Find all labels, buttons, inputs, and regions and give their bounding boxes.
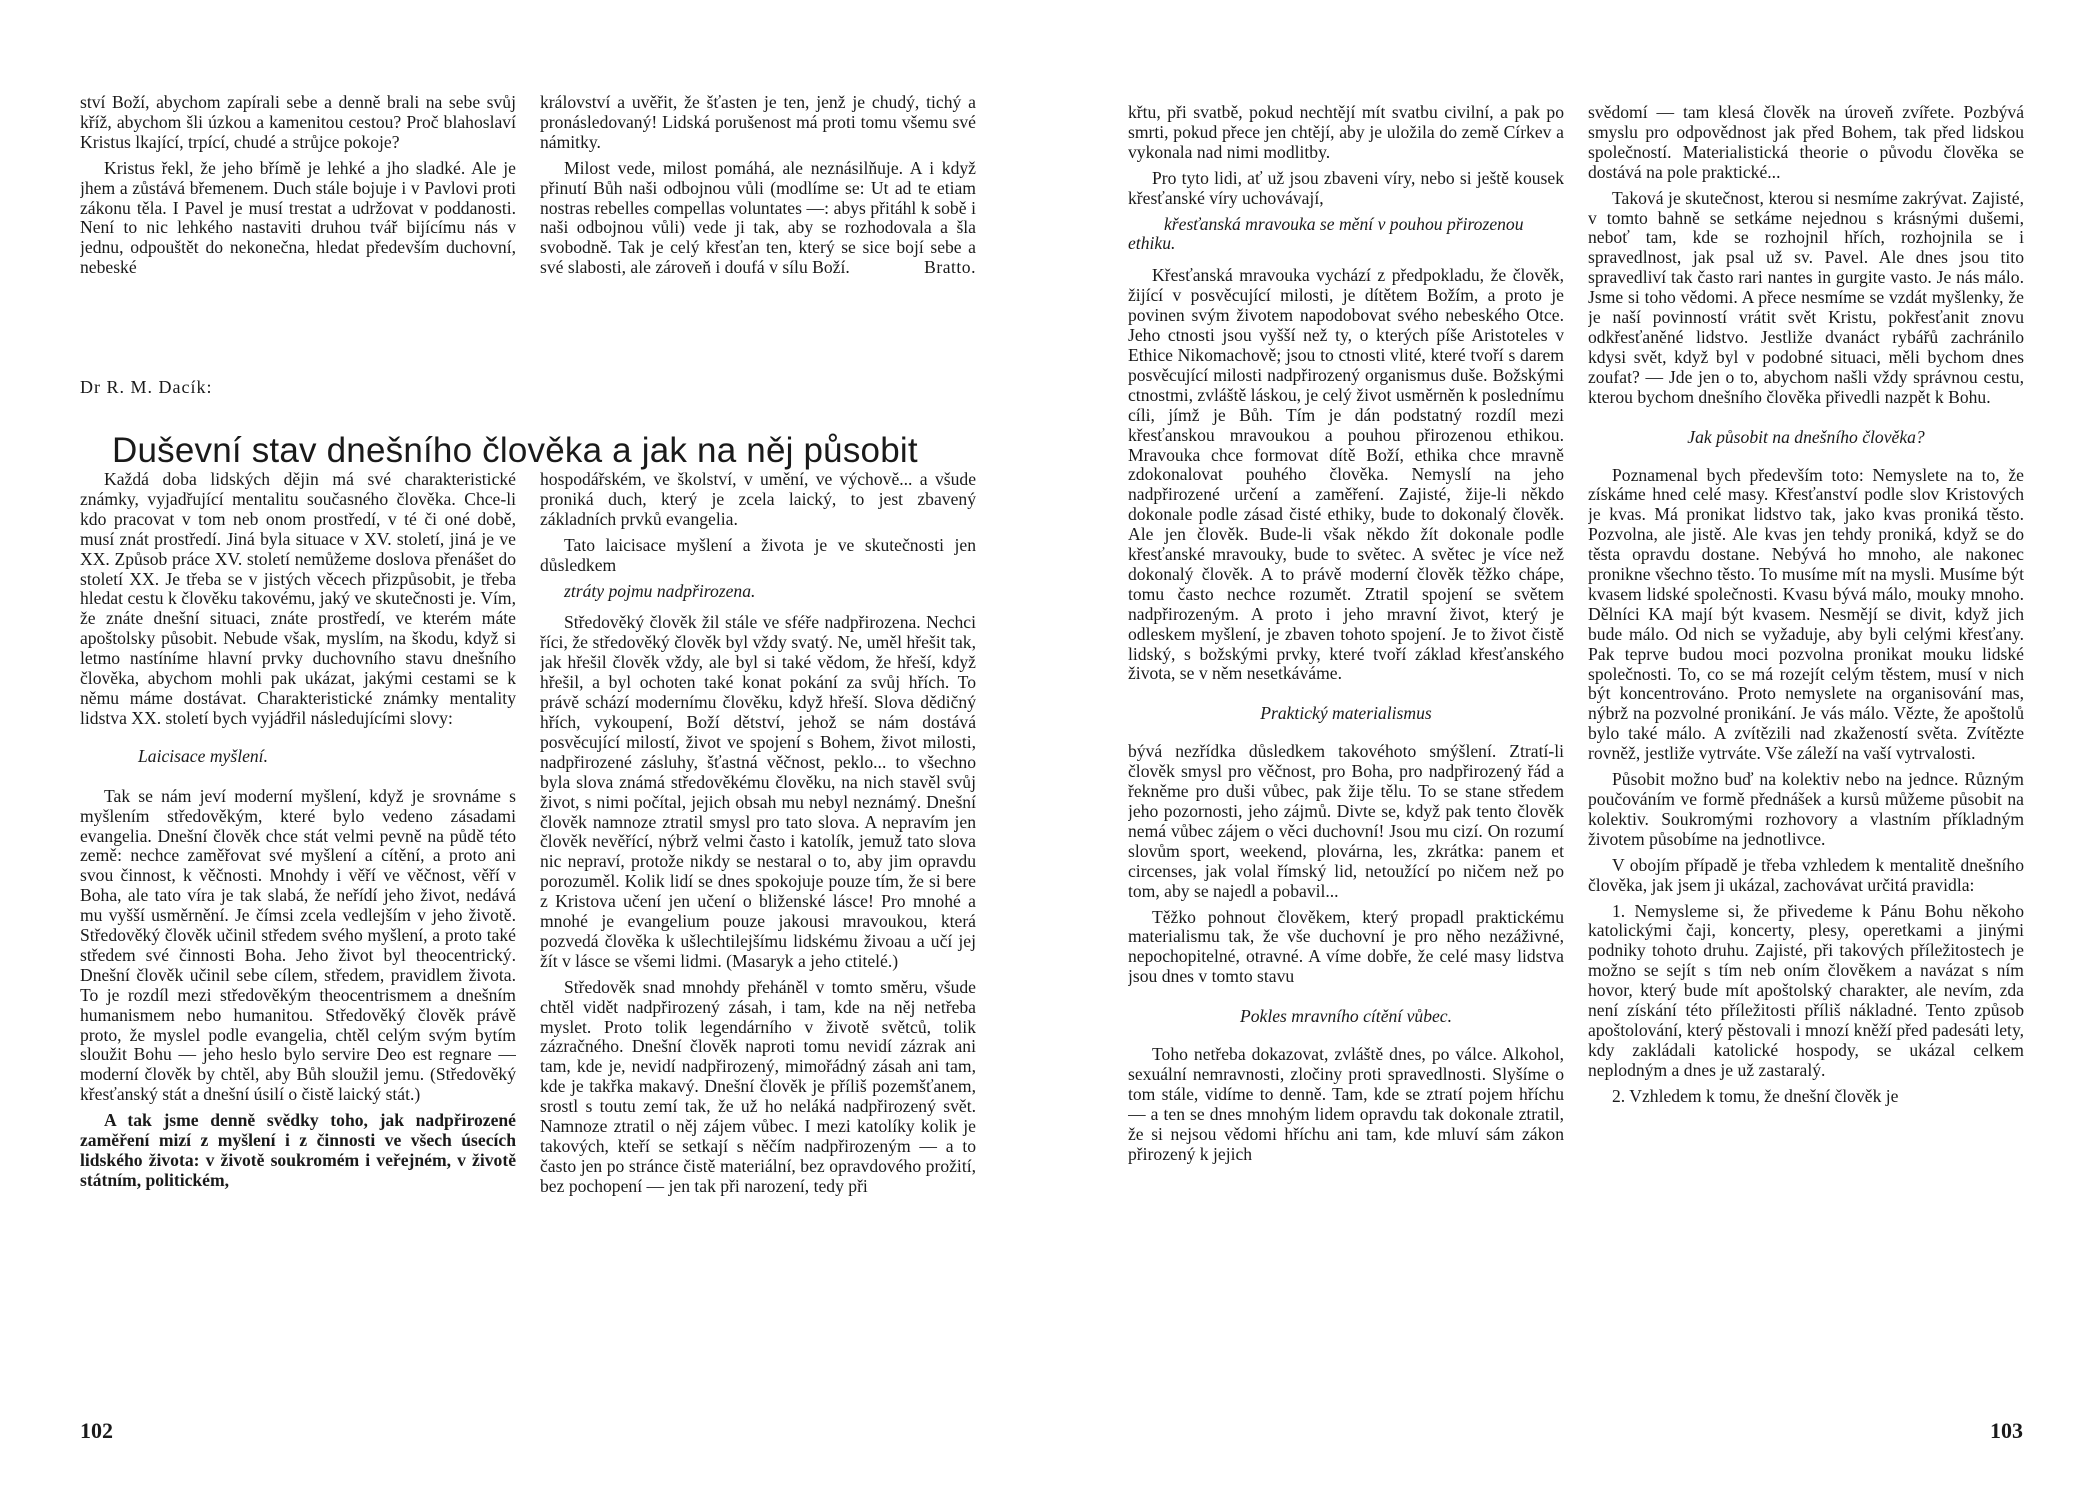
paragraph: bývá nezřídka důsledkem takovéhoto smýšlení. Ztratí-li člověk smysl pro věčnost, pro Boha, pro nadpřirozený řád a řekněme pro duši vůbec, pak žije tělu. To se stane středem jeho pozornosti, jeho zájmů. Divte se, když pak tento člověk nemá vůbec zájem o věci duchovní! Jsou mu cizí. On rozumí slovům sport, weekend, plovárna, les, zkrátka: panem et circenses, jak volal římský lid, netoužící po ničem než po tom, aby se najedl a pobavil... bbox=[1128, 741, 1564, 901]
paragraph bbox=[540, 159, 976, 278]
page-number-left: 102 bbox=[80, 1418, 113, 1443]
article-byline: Dr R. M. Dacík: bbox=[80, 377, 213, 397]
left-article-column-1 bbox=[80, 470, 516, 1392]
paragraph: 1. Nemysleme si, že přivedeme k Pánu Bohu někoho katolickými čaji, koncerty, plesy, operetkami a jinými podniky tohoto druhu. Zajisté, při takových příležitostech je možno se sejít s tím neb oním člověkem a navázat s ním hovor, který bude mít apoštolský charakter, ale nevím, zda není získání této příležitosti příliš nákladné. Tento způsob apoštolování, který pěstovali i mnozí kněží před padesáti lety, kdy zakládali katolické hospody, se ukázal celkem neplodným a dnes je už zastaralý. bbox=[1588, 900, 2024, 1080]
left-top-column-1 bbox=[80, 93, 516, 333]
section-heading: ztráty pojmu nadpřirozena. bbox=[564, 580, 756, 601]
paragraph: 2. Vzhledem k tomu, že dnešní člověk je bbox=[1612, 1085, 1899, 1106]
paragraph: Tak se nám jeví moderní myšlení, když je srovnáme s myšlením středověkým, které bylo vedeno zásadami evangelia. Dnešní člověk chce stát velmi pevně na půdě této země: nechce zaměřovat své myšlení a cítění, a proto ani svou činnost, k věčnosti. Mnohdy i věří ve věčnost, věří v Boha, ale tato víra je tak slabá, že neřídí jeho život, nedává mu vyšší usměrnění. Je čímsi zcela vedlejším v jeho životě. Středověký člověk učinil středem svého myšlení, a proto také středem své činnosti Boha. Jeho život byl theocentrický. Dnešní člověk učinil sebe cílem, středem, pravidlem života. To je rozdíl mezi středověkým theocentrismem a dnešním humanismem nebo humanitou. Středověký člověk právě proto, že myslel podle evangelia, chtěl celým svým bytím sloužit Bohu — jeho heslo bylo servire Deo est regnare — moderní člověk by chtěl, aby Bůh sloužil jemu. (Středověký křesťanský stát a dnešní úsilí o čistě laický stát.) bbox=[80, 785, 516, 1105]
section-heading: Laicisace myšlení. bbox=[138, 745, 268, 766]
page-number-right: 103 bbox=[1990, 1418, 2023, 1443]
paragraph: ství Boží, abychom zapírali sebe a denně brali na sebe svůj kříž, abychom šli úzkou a kamenitou cestou? Proč blahoslaví Kristus lkající, trpící, chudé a strůjce pokoje? bbox=[80, 93, 516, 152]
author-signature: Bratto. bbox=[924, 257, 976, 278]
paragraph: království a uvěřit, že šťasten je ten, jenž je chudý, tichý a pronásledovaný! Lidská porušenost má proti tomu všemu své námitky. bbox=[540, 93, 976, 152]
paragraph: Těžko pohnout člověkem, který propadl praktickému materialismu tak, že vše duchovní je pro něho nezáživné, nepochopitelné, otravné. A víme dobře, že celé masy lidstva jsou dnes v tomto stavu bbox=[1128, 906, 1564, 987]
left-top-column-2 bbox=[540, 93, 976, 355]
paragraph: křtu, při svatbě, pokud nechtějí mít svatbu civilní, a pak po smrti, pokud přece jen chtějí, aby je uložila do země Církev a vykonala nad nimi modlitby. bbox=[1128, 103, 1564, 162]
paragraph: Kristus řekl, že jeho břímě je lehké a jho sladké. Ale je jhem a zůstává břemenem. Duch stále bojuje i v Pavlovi proti zákonu těla. I Pavel je musí trestat a udržovat v poddanosti. Není to nic lehkého nastaviti druhou tvář bijícímu nás v jednu, odpouštět do nekonečna, hledat především duchovní, nebeské bbox=[80, 157, 516, 278]
paragraph: Středověk snad mnohdy přeháněl v tomto směru, všude chtěl vidět nadpřirozený zásah, i tam, kde na něj netřeba myslet. Proto tolik legendárního v životě světců, tolik zázračného. Dnešní člověk naproti tomu nevidí zázrak ani tam, kde je, nevidí nadpřirozený, mimořádný zásah ani tam, kde je takřka makavý. Dnešní člověk je příliš pozemšťanem, srostl s toutu zemí tak, že už ho neláká nadpřirozený svět. Namnoze ztratil o něj zájem vůbec. I mezi katolíky kolik je takových, kteří se setkají s něčím nadpřirozeným — a to často jen po stránce čistě materiální, bez opravdového prožití, bez pochopení — jen tak při narození, tedy při bbox=[540, 976, 976, 1196]
paragraph: Tato laicisace myšlení a života je ve skutečnosti jen důsledkem bbox=[540, 534, 976, 575]
paragraph: Toho netřeba dokazovat, zvláště dnes, po válce. Alkohol, sexuální nemravnosti, zločiny proti spravedlnosti. Slyšíme o tom stále, vidíme to denně. Tam, kde se ztratí pojem hříchu — a ten se dnes mnohým lidem opravdu tak dokonale ztratil, že si nejsou vědomi hříchu ani tam, kde mluví sám zákon přirozený k jejich bbox=[1128, 1044, 1564, 1164]
paragraph: Středověký člověk žil stále ve sféře nadpřirozena. Nechci říci, že středověký člověk byl vždy svatý. Ne, uměl hřešit tak, jak hřešil člověk vždy, ale byl si také vědom, že hřeší, když hřešil, a byl ochoten také konat pokání za svůj hřích. To právě schází modernímu člověku, když hřeší. Slova dědičný hřích, vykoupení, Boží dětství, jehož se nám dostává posvěcující milostí, život ve spojení s Bohem, život milosti, nadpřirozené zásluhy, šťastná věčnost, peklo... to všechno byla slova známá středověkému člověku, na nich stavěl svůj život, s nimi počítal, jejich obsah mu nebyl neznámý. Dnešní člověk namnoze ztratil smysl pro tato slova. A nepravím jen člověk nevěřící, nýbrž velmi často i katolík, jemuž tato slova nic nepraví, protože nikdy se nestaral o to, aby jim opravdu porozuměl. Kolik lidí se dnes spokojuje pouze tím, že si bere z Kristova učení jen učení o bliženské lásce! Pro mnohé a mnohé je evangelium pouze jakousi mravoukou, která pozvedá člověka k ušlechtilejšímu lidskému živoau a učí jej žít v lásce se všemi lidmi. (Masaryk a jeho ctitelé.) bbox=[540, 612, 976, 971]
left-article-column-2 bbox=[540, 470, 976, 1392]
paragraph: Poznamenal bych především toto: Nemyslete na to, že získáme hned celé masy. Křesťanství podle slov Kristových je kvas. Má pronikat lidstvo tak, jako kvas proniká těsto. Pozvolna, ale jistě. Ale kvas jen tehdy proniká, když se do těsta opravdu dostane. Nebývá ho mnoho, ale nakonec pronikne všechno těsto. To musíme mít na mysli. Musíme být kvasem lidské společnosti. Kvasu bývá málo, mouky mnoho. Dělníci KA mají být kvasem. Nesmějí se divit, když jich bude málo. Od nich se vyžaduje, aby byli celými křesťany. Pak teprve budou moci pozvolna pronikat mouku lidské společnosti. To, co se má rozejít celým těstem, musí v nich být koncentrováno. Proto nemyslete na organisování mas, nýbrž na pozvolné pronikání. Je vás málo. Vězte, že apoštolů bylo také málo. A zvítězili nad zkažeností světa. Zvítězte rovněž, jestliže vytrváte. Vše záleží na vaší vytrvalosti. bbox=[1588, 464, 2024, 764]
paragraph: hospodářském, ve školství, v umění, ve výchově... a všude proniká duch, který je zcela laický, to jest zbavený základních prvků evangelia. bbox=[540, 470, 976, 529]
paragraph: Působit možno buď na kolektiv nebo na jednce. Různým poučováním ve formě přednášek a kursů můžeme působit na kolektiv. Soukromými rozhovory a vlastním příkladným životem působíme na jednotlivce. bbox=[1588, 769, 2024, 849]
paragraph: V obojím případě je třeba vzhledem k mentalitě dnešního člověka, jak jsem ji ukázal, zachovávat určitá pravidla: bbox=[1588, 854, 2024, 895]
section-heading: Praktický materialismus bbox=[1260, 703, 1432, 724]
right-column-1 bbox=[1128, 103, 1564, 1393]
paragraph-text: Milost vede, milost pomáhá, ale neznásilňuje. A i když přinutí Bůh naši odbojnou vůli (modlíme se: Ut ad te etiam nostras rebelles compellas voluntates —: abys přitáhl k sobě i naši odbojnou vůli) vede ji tak, aby se rozhodovala a šla svobodně. Tak je celý křesťan ten, který se sice bojí sebe a své slabosti, ale zároveň i doufá v sílu Boží. bbox=[540, 157, 976, 278]
paragraph: Taková je skutečnost, kterou si nesmíme zakrývat. Zajisté, v tomto bahně se setkáme nejednou s krásnými dušemi, neboť tam, kde se rozhojnil hřích, rozhojnila se i spravedlnost, jak psal už sv. Pavel. Ale dnes jsou tito spravedliví tak často rari nantes in gurgite vasto. Je nás málo. Jsme si toho vědomi. A přece nesmíme se vzdát myšlenky, že je naší povinností vrátit svět Kristu, pokřesťanit znovu odkřesťaněné lidstvo. Jestliže dvanáct rybářů zachránilo kdysi svět, když byl v podobné situaci, měli bychom dnes zoufat? — Jde jen o to, abychom našli vždy správnou cestu, kterou bychom dnešního člověka přivedli nazpět k Bohu. bbox=[1588, 187, 2024, 407]
section-heading: křesťanská mravouka se mění v pouhou přirozenou ethiku. bbox=[1128, 213, 1524, 254]
section-heading: Pokles mravního cítění vůbec. bbox=[1239, 1006, 1453, 1027]
paragraph: svědomí — tam klesá člověk na úroveň zvířete. Pozbývá smyslu pro odpovědnost jak před Bohem, tak před lidskou společností. Materialistická theorie o původu člověka se dostává na pole praktické... bbox=[1588, 103, 2024, 182]
paragraph: Pro tyto lidi, ať už jsou zbaveni víry, nebo si ještě kousek křesťanské víry uchovávají, bbox=[1128, 167, 1564, 208]
right-column-2 bbox=[1588, 103, 2024, 1393]
article-title: Duševní stav dnešního člověka a jak na něj působit bbox=[112, 431, 918, 471]
section-heading: Jak působit na dnešního člověka? bbox=[1687, 426, 1925, 447]
paragraph: A tak jsme denně svědky toho, jak nadpřirozené zaměření mizí z myšlení i z činnosti ve všech úsecích lidského života: v životě soukromém i veřejném, v životě státním, politickém, bbox=[80, 1110, 516, 1190]
paragraph: Každá doba lidských dějin má své charakteristické známky, vyjadřující mentalitu současného člověka. Chce-li kdo pracovat v tom neb onom prostředí, v té či oné době, musí znát prostředí. Jiná byla situace v XV. století, jiná je ve XX. Způsob práce XV. století nemůžeme doslova přenášet do století XX. Je třeba se v jistých věcech přizpůsobit, je třeba hledat cestu k člověku takovému, jaký ve skutečnosti je. Vím, že znáte dnešní situaci, znáte prostředí, ve kterém máte apoštolsky působit. Nebude však, myslím, na škodu, když si letmo nastíníme hlavní prvky duchovního stavu dnešního člověka, abychom mohli pak ukázat, jakými cestami se k němu máme dostávat. Charakteristické známky mentality lidstva XX. století bych vyjádřil následujícími slovy: bbox=[80, 470, 516, 728]
paragraph: Křesťanská mravouka vychází z předpokladu, že člověk, žijící v posvěcující milosti, je dítětem Božím, a proto je povinen svým životem napodobovat svého nebeského Otce. Jeho ctnosti jsou vyšší než ty, o kterých píše Aristoteles v Ethice Nikomachově; jsou to ctnosti vlité, které tvoří s darem posvěcující milosti nadpřirozený organismus duše. Božskými ctnostmi, zvláště láskou, je celý život usměrněn k poslednímu cíli, jímž je Bůh. Tím je dán podstatný rozdíl mezi křesťanskou mravoukou a pouhou přirozenou ethikou. Mravouka chce formovat dítě Boží, ethika chce mravně zdokonalovat pouhého člověka. Nemyslí na jeho nadpřirozené určení a zaměření. Zajisté, žije-li někdo dokonale podle zásad čisté ethiky, bude to dokonalý člověk. Ale jen člověk. Bude-li však někdo žít dokonale podle křesťanské mravouky, bude to světec. A světec je více než dokonalý člověk. A to právě moderní člověk těžko chápe, tomu často nechce rozumět. Ztratil spojení se světem nadpřirozeným. A proto i jeho mravní život, který je odleskem myšlení, je zbaven tohoto spojení. Je to život čistě lidský, s božskými prvky, které tvoří základ křesťanského života, se v něm nesetkáváme. bbox=[1128, 265, 1564, 684]
